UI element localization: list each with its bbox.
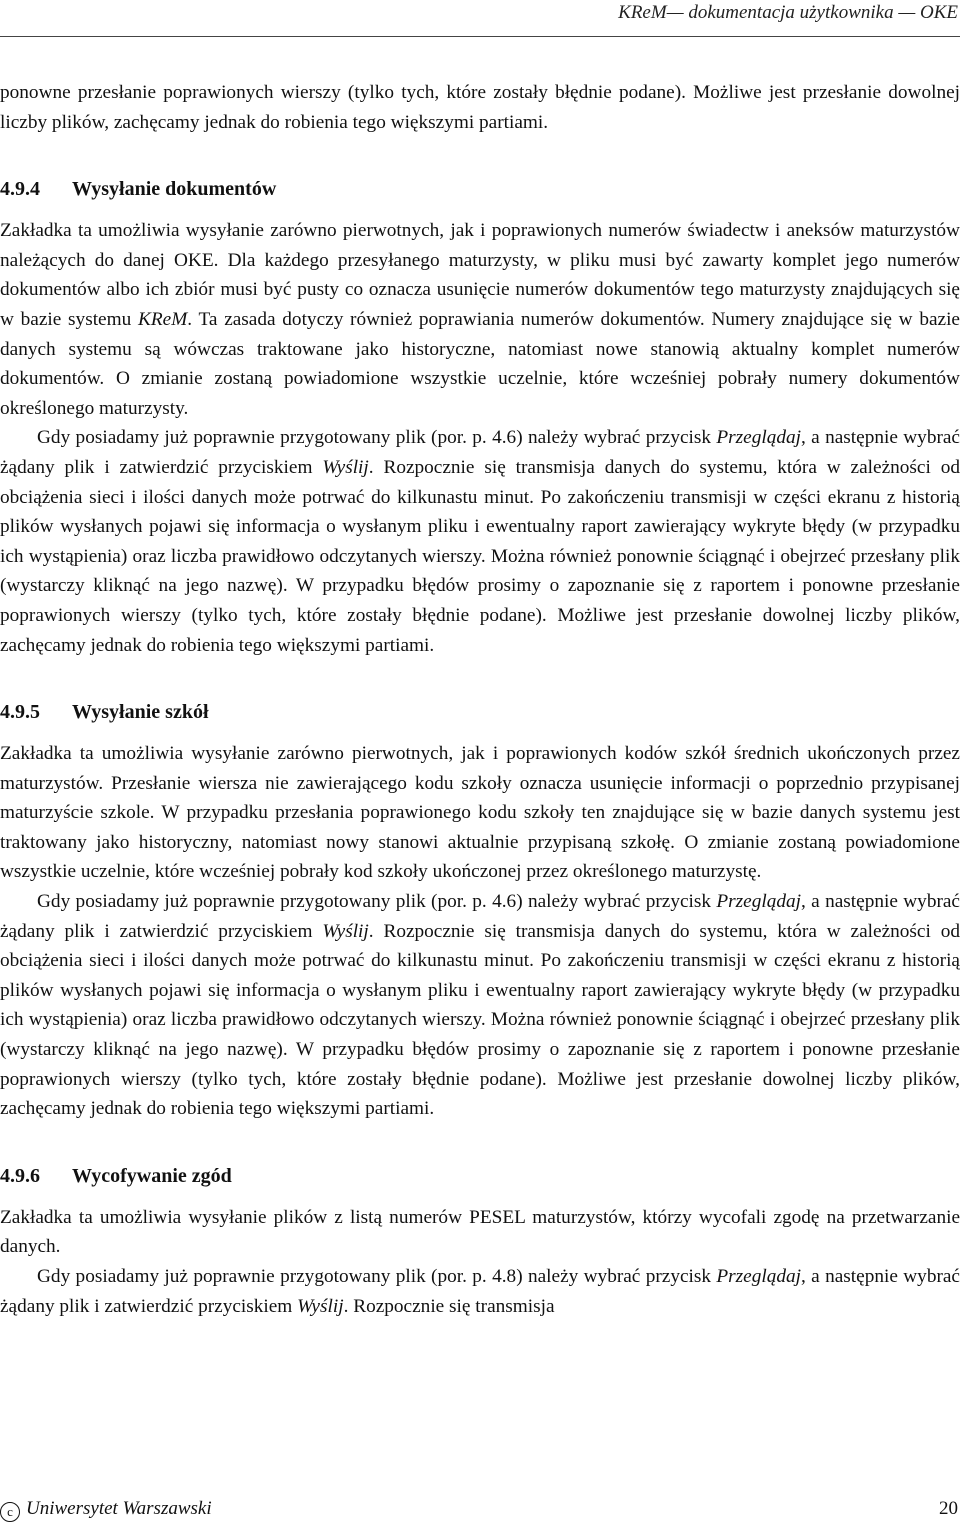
section-number: 4.9.6 bbox=[0, 1164, 40, 1187]
browse-button-reference: Przeglądaj bbox=[716, 1266, 802, 1287]
section-title: Wycofywanie zgód bbox=[72, 1164, 232, 1187]
browse-button-reference: Przeglądaj bbox=[716, 891, 802, 913]
section-4-9-4-paragraph-2 bbox=[0, 423, 960, 660]
page-body bbox=[0, 78, 960, 1321]
text-run: Gdy posiadamy już poprawnie przygotowany plik (por. p. 4.6) należy wybrać przycisk bbox=[37, 891, 717, 913]
text-run: Zakładka ta umożliwia wysyłanie zarówno pierwotnych, jak i poprawionych numerów świadectw i aneksów maturzystów należących do danej OKE. Dla każdego przesyłanego maturzysty, w pliku musi być zawarty komplet jego numerów dokumentów albo ich zbiór musi być pusty co oznacza usunięcie numerów dokumentów tego maturzysty znajdujących się w bazie systemu bbox=[0, 220, 960, 330]
section-number: 4.9.4 bbox=[0, 178, 40, 201]
text-run: , a następnie wybrać żądany plik i zatwierdzić przyciskiem bbox=[0, 1266, 960, 1317]
page-footer bbox=[0, 1498, 960, 1522]
section-title: Wysyłanie szkół bbox=[72, 701, 209, 724]
section-number: 4.9.5 bbox=[0, 701, 40, 724]
text-run: . Rozpocznie się transmisja bbox=[343, 1295, 555, 1317]
send-button-reference: Wyślij bbox=[297, 1295, 344, 1317]
copyright-icon: c bbox=[0, 1502, 20, 1522]
text-run: Gdy posiadamy już poprawnie przygotowany plik (por. p. 4.8) należy wybrać przycisk bbox=[37, 1266, 717, 1287]
text-run: . Rozpocznie się transmisja danych do systemu, która w zależności od obciążenia sieci i ilości danych może potrwać do kilkunastu minut. Po zakończeniu transmisji w części ekranu z historią plików wysłanych pojawi się informacja o wysłanym pliku i ewentualny raport zawierający wykryte błędy (w przypadku ich wystąpienia) oraz liczba prawidłowo odczytanych wierszy. Można również ponownie ściągnąć i obejrzeć przesłany plik (wystarczy kliknąć na jego nazwę). W przypadku błędów prosimy o zapoznanie się z raportem i ponowne przesłanie poprawionych wierszy (tylko tych, które zostały błędnie podane). Możliwe jest przesłanie dowolnej liczby plików, zachęcamy jednak do robienia tego większymi partiami. bbox=[0, 456, 960, 656]
page-number: 20 bbox=[939, 1498, 958, 1519]
text-run: . Ta zasada dotyczy również poprawiania numerów dokumentów. Numery znajdujące się w bazie danych systemu są wówczas traktowane jako historyczne, natomiast nowe stanowią aktualny komplet numerów dokumentów. O zmianie zostaną powiadomione wszystkie uczelnie, które wcześniej pobrały numery dokumentów określonego maturzysty. bbox=[0, 308, 960, 419]
text-run: , a następnie wybrać żądany plik i zatwierdzić przyciskiem bbox=[0, 891, 960, 942]
browse-button-reference: Przeglądaj bbox=[716, 427, 802, 449]
institution-name: Uniwersytet Warszawski bbox=[26, 1498, 212, 1519]
section-4-9-6-paragraph-1: Zakładka ta umożliwia wysyłanie plików z listą numerów PESEL maturzystów, którzy wycofali zgodę na przetwarzanie danych. bbox=[0, 1206, 960, 1258]
text-run: Gdy posiadamy już poprawnie przygotowany plik (por. p. 4.6) należy wybrać przycisk bbox=[37, 427, 717, 449]
send-button-reference: Wyślij bbox=[322, 920, 369, 942]
section-4-9-5-paragraph-2 bbox=[0, 887, 960, 1124]
section-heading-4-9-6 bbox=[0, 1162, 960, 1191]
section-4-9-6-paragraph-2 bbox=[0, 1262, 960, 1321]
text-run: , a następnie wybrać żądany plik i zatwierdzić przyciskiem bbox=[0, 427, 960, 478]
system-name: KReM bbox=[138, 308, 188, 330]
section-4-9-5-paragraph-1: Zakładka ta umożliwia wysyłanie zarówno pierwotnych, jak i poprawionych kodów szkół średnich ukończonych przez maturzystów. Przesłanie wiersza nie zawierającego kodu szkoły oznacza usunięcie informacji o poprzednio przypisanej maturzyście szkole. W przypadku przesłania poprawionego kodu szkoły ten znajdujące się w bazie danych systemu jest traktowany jako historyczny, natomiast nowy stanowi aktualnie przypisaną szkołę. O zmianie zostaną powiadomione wszystkie uczelnie, które wcześniej pobrały kod szkoły ukończonej przez określonego maturzystę. bbox=[0, 743, 960, 883]
running-header: KReM— dokumentacja użytkownika — OKE bbox=[618, 2, 958, 23]
intro-paragraph: ponowne przesłanie poprawionych wierszy (tylko tych, które zostały błędnie podane). Możliwe jest przesłanie dowolnej liczby plików, zachęcamy jednak do robienia tego większymi partiami. bbox=[0, 82, 960, 133]
send-button-reference: Wyślij bbox=[322, 456, 369, 478]
header-rule bbox=[0, 36, 960, 37]
section-heading-4-9-5 bbox=[0, 698, 960, 727]
text-run: . Rozpocznie się transmisja danych do systemu, która w zależności od obciążenia sieci i ilości danych może potrwać do kilkunastu minut. Po zakończeniu transmisji w części ekranu z historią plików wysłanych pojawi się informacja o wysłanym pliku i ewentualny raport zawierający wykryte błędy (w przypadku ich wystąpienia) oraz liczba prawidłowo odczytanych wierszy. Można również ponownie ściągnąć i obejrzeć przesłany plik (wystarczy kliknąć na jego nazwę). W przypadku błędów prosimy o zapoznanie się z raportem i ponowne przesłanie poprawionych wierszy (tylko tych, które zostały błędnie podane). Możliwe jest przesłanie dowolnej liczby plików, zachęcamy jednak do robienia tego większymi partiami. bbox=[0, 920, 960, 1120]
section-4-9-4-paragraph-1 bbox=[0, 216, 960, 423]
section-heading-4-9-4 bbox=[0, 175, 960, 204]
section-title: Wysyłanie dokumentów bbox=[72, 178, 277, 201]
